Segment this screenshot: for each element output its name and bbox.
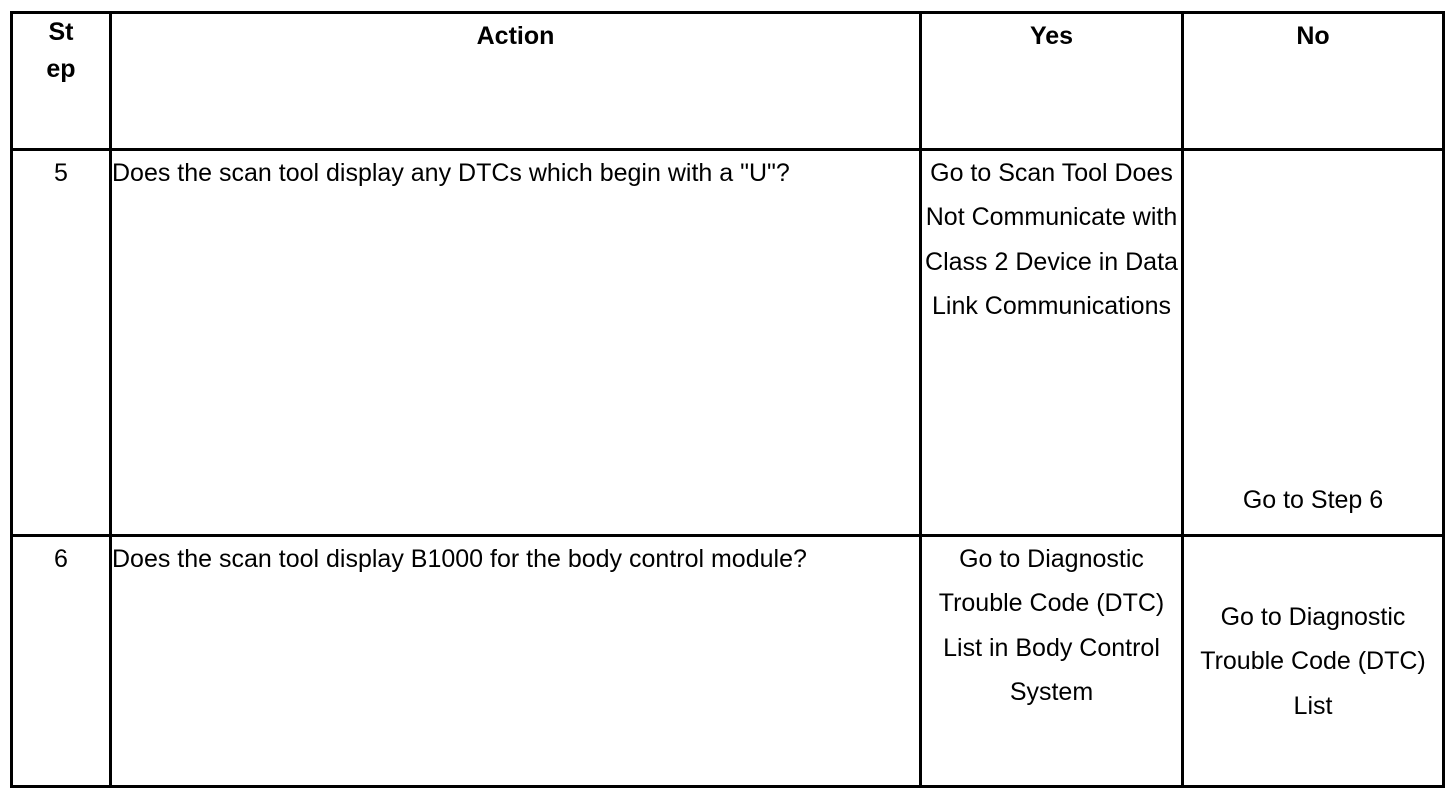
- header-no: No: [1183, 13, 1444, 150]
- row-action-text: Does the scan tool display B1000 for the body control module?: [111, 536, 921, 787]
- header-action: Action: [111, 13, 921, 150]
- row-yes-text: Go to Scan Tool Does Not Communicate with Class 2 Device in Data Link Communications: [925, 159, 1178, 321]
- table-row: [12, 536, 1444, 787]
- row-yes-result: [921, 150, 1183, 536]
- header-yes: Yes: [921, 13, 1183, 150]
- header-step-label: St ep: [46, 18, 76, 83]
- row-no-result: Go to Diagnostic Trouble Code (DTC) List: [1183, 536, 1444, 787]
- diagnostic-table: [10, 11, 1445, 788]
- row-yes-result: Go to Diagnostic Trouble Code (DTC) List in Body Control System: [921, 536, 1183, 787]
- header-step: [12, 13, 111, 150]
- row-step-number: 6: [12, 536, 111, 787]
- row-no-result: Go to Step 6: [1183, 150, 1444, 536]
- row-action-text: Does the scan tool display any DTCs which begin with a "U"?: [111, 150, 921, 536]
- table-row: [12, 150, 1444, 536]
- row-step-number: 5: [12, 150, 111, 536]
- table-header-row: [12, 13, 1444, 150]
